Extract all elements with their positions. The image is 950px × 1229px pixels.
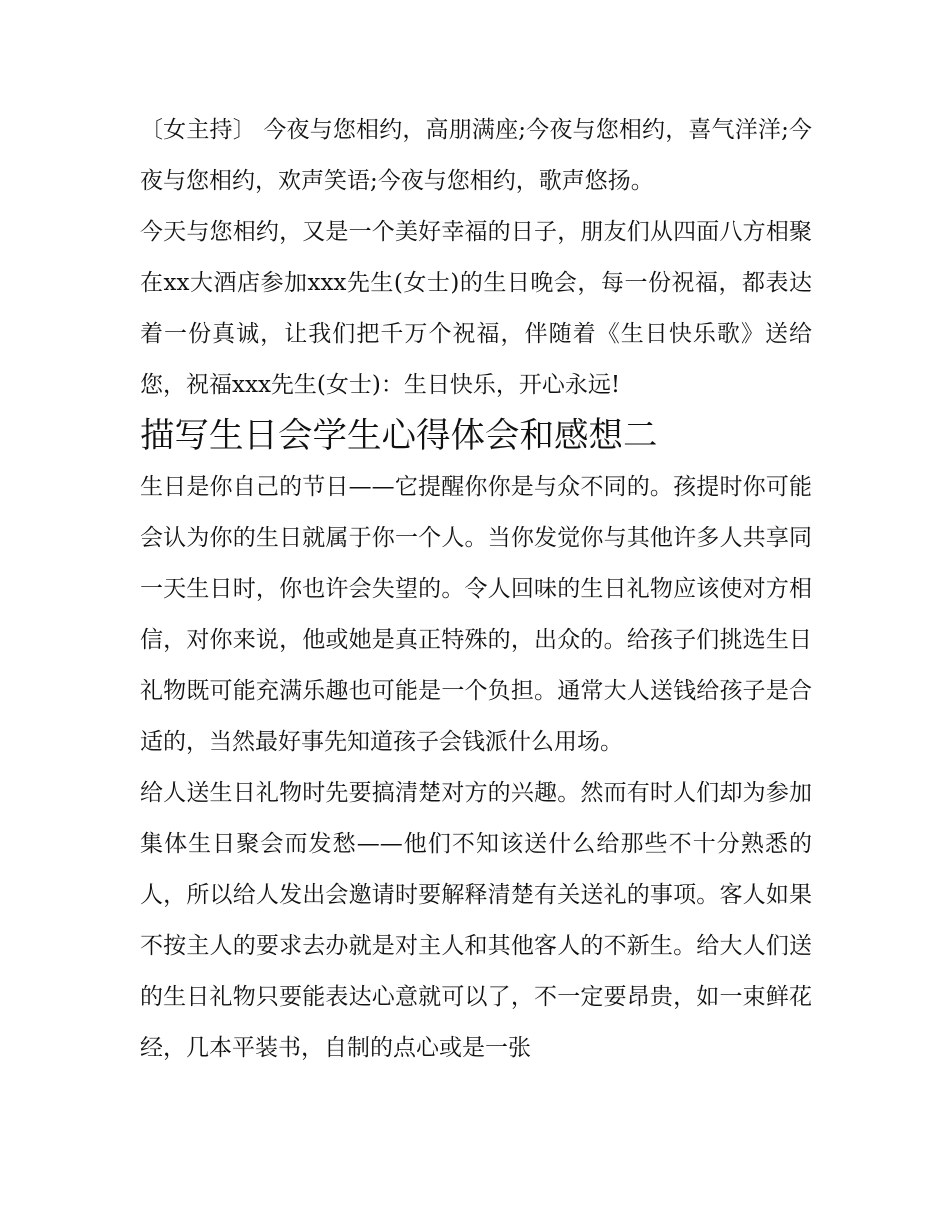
paragraph-host-opening: 〔女主持〕 今夜与您相约，高朋满座;今夜与您相约，喜气洋洋;今夜与您相约，欢声笑语;今夜与您相约，歌声悠扬。 bbox=[140, 117, 812, 194]
paragraph-birthday-greeting: 今天与您相约，又是一个美好幸福的日子，朋友们从四面八方相聚在xx大酒店参加xxx先生(女士)的生日晚会，每一份祝福，都表达着一份真诚，让我们把千万个祝福，伴随着《生日快乐歌》送给您，祝福xxx先生(女士)：生日快乐，开心永远! bbox=[140, 219, 812, 398]
paragraph-birthday-meaning: 生日是你自己的节日——它提醒你你是与众不同的。孩提时你可能会认为你的生日就属于你一个人。当你发觉你与其他许多人共享同一天生日时，你也许会失望的。令人回味的生日礼物应该使对方相信，对你来说，他或她是真正特殊的，出众的。给孩子们挑选生日礼物既可能充满乐趣也可能是一个负担。通常大人送钱给孩子是合适的，当然最好事先知道孩子会钱派什么用场。 bbox=[140, 474, 812, 755]
document-body bbox=[140, 105, 812, 1074]
paragraph-gift-advice: 给人送生日礼物时先要搞清楚对方的兴趣。然而有时人们却为参加集体生日聚会而发愁——他们不知该送什么给那些不十分熟悉的人，所以给人发出会邀请时要解释清楚有关送礼的事项。客人如果不按主人的要求去办就是对主人和其他客人的不新生。给大人们送的生日礼物只要能表达心意就可以了，不一定要昂贵，如一束鲜花经，几本平装书，自制的点心或是一张 bbox=[140, 780, 812, 1061]
section-heading: 描写生日会学生心得体会和感想二 bbox=[140, 416, 658, 456]
